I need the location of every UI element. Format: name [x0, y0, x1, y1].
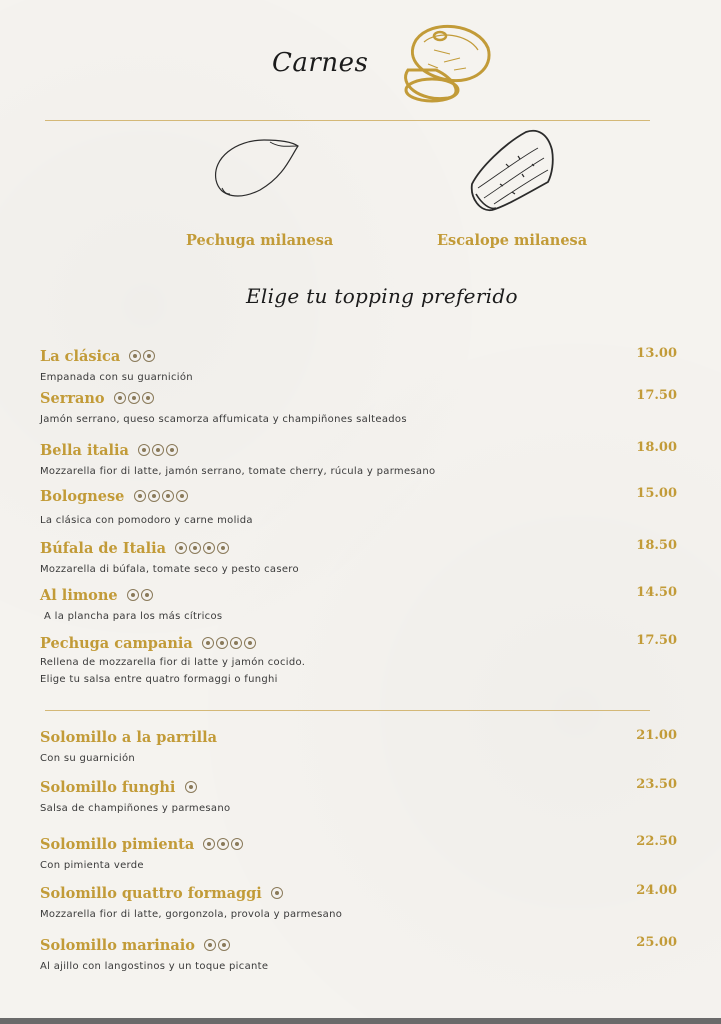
item-name: La clásica: [40, 348, 121, 365]
menu-item: [40, 776, 677, 817]
item-name: Solomillo a la parrilla: [40, 729, 218, 746]
item-name: Serrano: [40, 390, 105, 407]
item-name: Búfala de Italia: [40, 540, 167, 557]
menu-item: [40, 387, 677, 428]
bottom-edge: [0, 1018, 721, 1024]
allergen-icons: [134, 485, 190, 504]
item-price: 17.50: [636, 388, 677, 403]
allergen-icon: [231, 838, 243, 850]
menu-item: [40, 584, 677, 625]
allergen-icons: [114, 387, 156, 406]
item-price: 21.00: [636, 728, 677, 743]
allergen-icons: [203, 833, 245, 852]
item-name: Pechuga campania: [40, 635, 193, 652]
allergen-icon: [162, 490, 174, 502]
allergen-icon: [166, 444, 178, 456]
allergen-icon: [134, 490, 146, 502]
item-description: Mozzarella fior di latte, gorgonzola, provola y parmesano: [40, 909, 343, 920]
item-description: Salsa de champiñones y parmesano: [40, 803, 231, 814]
allergen-icon: [127, 589, 139, 601]
allergen-icon: [176, 490, 188, 502]
item-description: Al ajillo con langostinos y un toque picante: [40, 961, 269, 972]
menu-item: [40, 727, 677, 767]
item-price: 23.50: [636, 777, 677, 792]
allergen-icon: [185, 781, 197, 793]
chicken-breast-icon: [210, 136, 302, 200]
allergen-icon: [189, 542, 201, 554]
item-name: Al limone: [40, 587, 118, 604]
divider: [45, 120, 650, 121]
allergen-icon: [148, 490, 160, 502]
cheese-icon: [394, 18, 494, 104]
item-price: 25.00: [636, 935, 677, 950]
menu-item: [40, 833, 677, 874]
menu-item: [40, 882, 677, 923]
allergen-icon: [143, 350, 155, 362]
allergen-icon: [216, 637, 228, 649]
item-description: La clásica con pomodoro y carne molida: [40, 515, 253, 526]
allergen-icons: [129, 345, 157, 364]
item-name: Bella italia: [40, 442, 129, 459]
item-price: 22.50: [636, 834, 677, 849]
menu-item: [40, 632, 677, 688]
allergen-icons: [185, 776, 199, 795]
menu-item: [40, 537, 677, 578]
menu-item: [40, 439, 677, 480]
item-price: 18.00: [636, 440, 677, 455]
menu-item: [40, 345, 677, 386]
allergen-icon: [203, 838, 215, 850]
item-name: Solomillo pimienta: [40, 836, 195, 853]
allergen-icon: [142, 392, 154, 404]
featured-dish-label: Pechuga milanesa: [186, 232, 334, 249]
item-description: Con su guarnición: [40, 753, 136, 764]
escalope-icon: [466, 128, 556, 214]
allergen-icon: [218, 939, 230, 951]
item-price: 18.50: [636, 538, 677, 553]
allergen-icons: [175, 537, 231, 556]
allergen-icon: [204, 939, 216, 951]
allergen-icon: [175, 542, 187, 554]
allergen-icons: [202, 632, 258, 651]
allergen-icon: [141, 589, 153, 601]
allergen-icon: [114, 392, 126, 404]
item-name: Bolognese: [40, 488, 125, 505]
topping-title: Elige tu topping preferido: [246, 284, 518, 308]
allergen-icon: [230, 637, 242, 649]
item-price: 17.50: [636, 633, 677, 648]
item-description: Jamón serrano, queso scamorza affumicata y champiñones salteados: [40, 414, 407, 425]
allergen-icon: [217, 838, 229, 850]
item-description: Mozzarella fior di latte, jamón serrano, tomate cherry, rúcula y parmesano: [40, 466, 436, 477]
item-price: 14.50: [636, 585, 677, 600]
divider: [45, 710, 650, 711]
allergen-icon: [217, 542, 229, 554]
allergen-icon: [203, 542, 215, 554]
item-name: Solomillo marinaio: [40, 937, 195, 954]
allergen-icon: [129, 350, 141, 362]
allergen-icon: [152, 444, 164, 456]
item-description: Rellena de mozzarella fior di latte y jamón cocido.: [40, 657, 306, 668]
item-name: Solomillo funghi: [40, 779, 176, 796]
allergen-icon: [271, 887, 283, 899]
allergen-icons: [204, 934, 232, 953]
item-description: Empanada con su guarnición: [40, 372, 193, 383]
item-description: Mozzarella di búfala, tomate seco y pesto casero: [40, 564, 299, 575]
allergen-icon: [128, 392, 140, 404]
section-title: Carnes: [272, 48, 369, 78]
featured-dish-label: Escalope milanesa: [437, 232, 588, 249]
item-price: 15.00: [636, 486, 677, 501]
item-price: 13.00: [636, 346, 677, 361]
item-name: Solomillo quattro formaggi: [40, 885, 262, 902]
allergen-icons: [271, 882, 285, 901]
allergen-icon: [244, 637, 256, 649]
allergen-icons: [138, 439, 180, 458]
menu-item: [40, 485, 677, 529]
allergen-icon: [202, 637, 214, 649]
item-description: Con pimienta verde: [40, 860, 144, 871]
menu-item: [40, 934, 677, 975]
allergen-icon: [138, 444, 150, 456]
item-description: Elige tu salsa entre quatro formaggi o funghi: [40, 674, 278, 685]
item-description: A la plancha para los más cítricos: [44, 611, 223, 622]
allergen-icons: [127, 584, 155, 603]
item-price: 24.00: [636, 883, 677, 898]
